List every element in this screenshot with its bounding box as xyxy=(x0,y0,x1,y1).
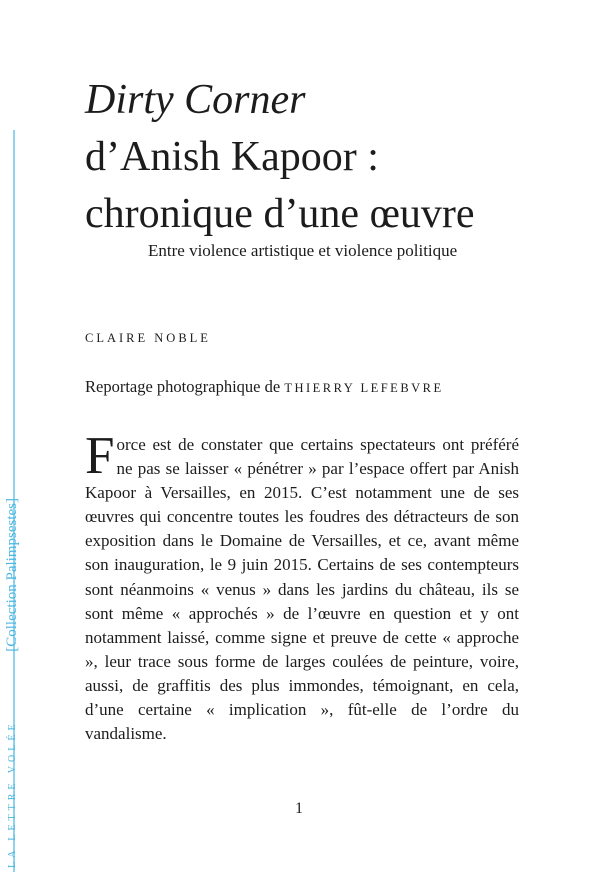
subtitle: Entre violence artistique et violence politique xyxy=(148,241,458,260)
title-line-3: chronique d’une œuvre xyxy=(85,191,475,237)
series-name: LA LETTRE VOLÉE xyxy=(6,720,18,868)
page-number: 1 xyxy=(295,800,303,817)
body-text: orce est de constater que certains spectateurs ont préféré ne pas se laisser « pénétrer » par l’espace offert par Anish Kapoor à Versailles, en 2015. C’est notamment une de ses œuvres qui concentre toutes les foudres des détracteurs de son exposition dans le Domaine de Versailles, et ce, avant même son inauguration, le 9 juin 2015. Certains de ses contempteurs sont néanmoins « venus » dans les jardins du château, ils se sont même « approchés » de l’œuvre en question et y ont notamment laissé, comme signe et preuve de cette « approche », leur trace sous forme de larges coulées de peinture, voire, aussi, de graffitis des plus immondes, témoignant, en cela, d’une certaine « implication », fût-elle de l’ordre du vandalisme. xyxy=(85,435,519,744)
book-title xyxy=(85,72,475,243)
drop-cap: F xyxy=(85,427,115,485)
photographer-name: THIERRY LEFEBVRE xyxy=(284,381,444,395)
title-line-1: Dirty Corner xyxy=(85,77,306,123)
photo-credit-prefix: Reportage photographique de xyxy=(85,377,285,396)
title-line-2: d’Anish Kapoor : xyxy=(85,134,379,180)
spine xyxy=(0,498,24,868)
photo-credit xyxy=(85,377,444,397)
body-paragraph xyxy=(85,427,519,746)
collection-name: [Collection Palimpsestes] xyxy=(3,498,20,652)
author-name: CLAIRE NOBLE xyxy=(85,331,211,345)
